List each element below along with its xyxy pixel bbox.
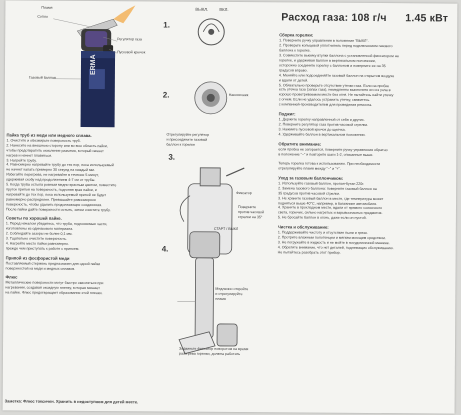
section-line: в положение "−" и повторите шаги 1-2, описанные выше.: [278, 152, 374, 157]
section-heading: Обратите внимание:: [278, 141, 322, 147]
nozzle-label: Сопло: [37, 14, 49, 19]
flame-shape: [113, 5, 135, 23]
section-heading: Советы по хорошей пайке.: [5, 215, 62, 222]
section-line: 2. Протрите влажным полотенцем и мягким моющим средством.: [277, 235, 386, 241]
step1-on: ВКЛ.: [219, 6, 229, 12]
section-line: нагревании, создавая оксидную пленку, которая мешает: [5, 285, 100, 291]
step4-number: 4.: [161, 244, 169, 254]
section-line: 3. Нажмите пусковой крючок до щелчка.: [278, 127, 346, 132]
mid-caption-6: Медленно откройте: [215, 286, 249, 292]
left-text-block: [5, 132, 157, 296]
section-line: 1. Поверните ручку управления в положение "ВЫКЛ".: [279, 38, 369, 43]
left-footer-note: Заметка: Флюс токсичен. Хранить в недоступном для детей месте.: [4, 398, 139, 405]
mid-caption-10: разогрева горелки, должна работать: [178, 351, 241, 357]
regulator-label: Регулятор газа: [117, 37, 142, 42]
section-line: равномерно распределен. Превышайте равномерное: [6, 197, 97, 202]
section-line: прежде чем приступать к работе с припоем.: [5, 246, 80, 251]
section-heading: Сборка горелки:: [279, 32, 314, 38]
section-heading: Припой из фосфористой меди: [5, 255, 70, 261]
middle-column: [155, 1, 276, 412]
section-line: 3. Нагрейте трубу.: [6, 157, 37, 163]
section-line: 2. Поверните регулятор газа против часовой стрелки.: [278, 122, 369, 128]
section-heading: Пайка труб из меди или медного сплава.: [6, 132, 92, 139]
section-line: баллона к горелке.: [279, 48, 311, 53]
cylinder-brand: ERMA: [89, 54, 98, 76]
section-line: 1. Используйте газовый баллон, пропан-бутан 220г.: [278, 181, 365, 186]
section-line: пруток припоя на поверхность, подгоняя края пайки, и: [6, 187, 97, 192]
section-line: и вдали от детей.: [278, 77, 309, 83]
section-line: 3. Не погружайте в жидкость и не мойте в посудомоечной машине.: [277, 240, 390, 246]
mid-caption-2: баллон к горелке: [166, 142, 196, 147]
section-line: После пайки дайте поверхности остыть, затем очистите трубу.: [5, 206, 111, 212]
mid-caption-9: Задвиньте фиксатор поворотом на время: [178, 346, 249, 352]
section-line: 4. Удерживайте баллон в вертикальном положении.: [278, 132, 366, 137]
section-line: если пробка не загорается, поверните ручку управления обратно: [278, 147, 388, 153]
right-column: [275, 2, 458, 413]
section-line: Не пытайтесь разобрать этот прибор.: [277, 250, 341, 255]
section-line: нагрев и начнет плавиться.: [6, 153, 53, 158]
gas-consumption-title: Расход газа: 108 г/ч: [281, 11, 387, 25]
power-title: 1.45 кВт: [405, 12, 449, 25]
section-line: градусов вправо.: [278, 67, 308, 73]
section-line: удерживая скобу над продолжением 4-7 см от трубы.: [6, 177, 96, 183]
flame-label: Пламя: [41, 5, 53, 10]
section-line: 4. Обратите внимание, что нет деталей, подлежащих обслуживанию.: [277, 245, 394, 251]
torch-diagram: [5, 0, 158, 129]
section-line: 2. Проверьте кольцевой уплотнитель перед подключением газового: [279, 43, 393, 49]
section-line: 35 градусов против часовой стрелки.: [278, 190, 341, 196]
section-line: на пайке. Флюс предотвращает образование этой пленки.: [5, 290, 103, 296]
right-text-block: [277, 32, 455, 255]
cylinder-label: Газовый баллон: [28, 75, 56, 80]
section-line: хорошо проветриваемом месте без огня. Не пытайтесь найти утечку: [278, 92, 394, 98]
section-line: 5. Когда труба остыла ровным медно-красным цветом, поместите: [6, 182, 117, 188]
section-line: поверхностей из меди и медных сплавов.: [5, 265, 76, 271]
section-line: 5. Не бросайте баллон в огонь, даже если он пустой.: [277, 215, 367, 221]
section-line: 4. Храните в прохладном месте, вдали от прямого солнечного: [277, 205, 383, 211]
left-column: [3, 0, 158, 411]
section-heading: Поджиг:: [278, 111, 296, 117]
mid-caption-4: против часовой: [237, 210, 264, 215]
section-heading: Чистка и обслуживание:: [277, 224, 329, 230]
section-heading: Флюс: [5, 274, 18, 280]
section-line: подняться выше 40°С, например, в багажнике автомобиля.: [278, 200, 378, 206]
section-line: Металлические поверхности могут быстро окисляться при: [5, 280, 104, 286]
section-line: 1. Поддерживайте чистоту и отсутствие пыли и грязи.: [277, 230, 368, 236]
section-line: Теперь горелка готова к использованию. При необходимости: [278, 161, 381, 166]
section-heading: Уход за газовым баллончиком:: [278, 175, 344, 181]
step2-number: 2.: [162, 90, 170, 100]
section-line: света, горючих, сильно нагретых и взрывоопасных предметов.: [277, 210, 383, 216]
nozzle-tip-label: Наконечник: [228, 92, 249, 98]
step1-number: 1.: [163, 20, 170, 30]
section-line: 1. Очистите и обезжирьте поверхность труб.: [6, 138, 81, 143]
section-line: с огнем. Если не удалось устранить утечку, свяжитесь: [278, 97, 370, 103]
section-line: отрегулируйте пламя между "−" и "+".: [278, 166, 341, 171]
section-line: есть утечка газа (запах газа), немедленно выключите его из узла в: [278, 87, 391, 93]
mid-caption-8: пламя: [215, 296, 226, 301]
section-line: поверхность, чтобы удалить продолжающие соединения.: [6, 202, 103, 207]
step3-number: 3.: [168, 152, 176, 162]
section-line: 1. Держите горелку направленной от себя и других.: [278, 117, 365, 123]
section-line: 4. Равномерно нагревайте трубу до тех пор, пока используемый: [6, 162, 114, 168]
section-line: 3. Не храните газовый баллон в месте, где температура может: [278, 195, 384, 201]
mid-caption-0: Отрегулируйте регулятор: [166, 132, 210, 137]
section-line: 4. Нагрейте место пайки равномерно.: [5, 241, 70, 246]
section-line: не начнет капать примерно 30 секунд на каждый мм.: [6, 167, 95, 173]
section-line: горелке, и удерживая баллон в вертикальном положении,: [279, 58, 376, 63]
section-line: 5. Обязательно проверьте отсутствие утечки газа. Если на пробке: [278, 82, 390, 88]
instruction-sheet: [3, 0, 458, 413]
step1-off: ВЫКЛ.: [195, 6, 209, 12]
mid-caption-5: стрелки на 35°: [237, 215, 263, 220]
section-line: Избегайте перегрева, не нагревайте в течение 5 минут,: [6, 172, 99, 178]
mid-caption-1: и присоедините газовый: [166, 137, 208, 142]
section-line: 2. Нанесите на внешнюю сторону или во всю область пайки,: [6, 143, 108, 148]
fixer-label: Фиксатор: [236, 191, 252, 196]
section-line: изготовлены из одинакового материала.: [5, 226, 74, 232]
mid-caption-7: и отрегулируйте: [215, 291, 243, 297]
section-line: 3. Тщательно очистите поверхность.: [5, 236, 67, 241]
start-stop-label: СТАРТ / ВЫКЛ: [213, 226, 239, 232]
section-line: 1. Перед началом убедитесь, что труба, подгоняемые части,: [5, 221, 108, 227]
section-line: с компанией-производителем для проведения ремонта.: [278, 102, 373, 108]
section-line: нагревайте до тех пор, пока используемый припой не будет: [6, 192, 107, 197]
section-line: 4. Меняйте или подсоединяйте газовый баллон на открытом воздухе: [278, 72, 395, 78]
trigger-label: Пусковой крючок: [117, 50, 146, 55]
section-line: 2. Соблюдайте зазоры не более 0,1 мм.: [5, 231, 73, 236]
section-line: 2. Замена газового баллона: поверните газовый баллон на: [278, 185, 377, 191]
mid-caption-3: Поверните: [237, 205, 257, 210]
section-line: Поставляемый стержень предназначен для одной пайки: [5, 261, 101, 266]
section-line: осторожно соедините горелку с баллоном и поверните ее на 35: [278, 63, 386, 68]
section-line: 3. Совместите выемку втулки баллона с установленной фиксатором на: [279, 53, 399, 58]
section-line: чтобы предотвратить окисление разъема, который начнет: [6, 148, 104, 153]
